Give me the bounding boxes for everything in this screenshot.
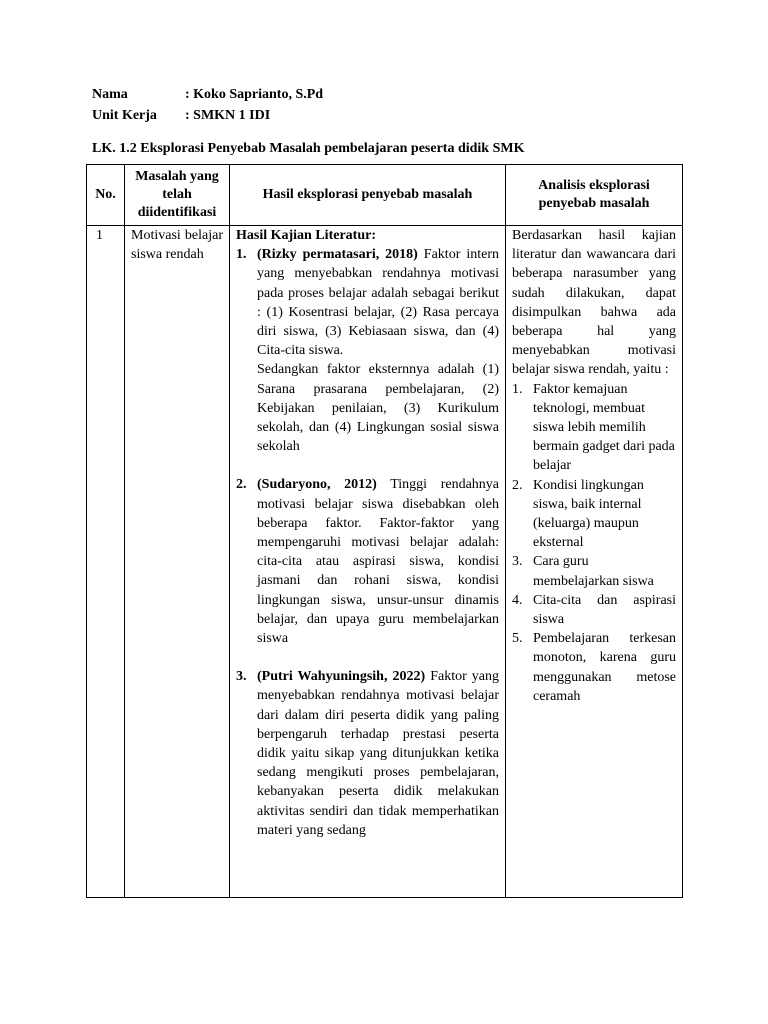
name-label: Nama <box>92 87 128 102</box>
list-item <box>512 591 676 629</box>
literature-heading: Hasil Kajian Literatur: <box>236 228 376 243</box>
list-item <box>512 476 676 553</box>
header-problem: Masalah yang telah diidentifikasi <box>135 169 219 220</box>
list-number: 5. <box>512 631 523 647</box>
citation-text: Faktor yang menyebabkan rendahnya motivasi belajar dari dalam diri peserta didik yang paling berpengaruh terhadap prestasi peserta didik yaitu sikap yang ditunjukkan ketika sedang mengikuti proses pembelajaran, kebanyakan peserta didik melakukan aktivitas sendiri dan tidak memperhatikan materi yang sedang <box>257 669 500 838</box>
exploration-table <box>86 164 683 898</box>
name-row <box>92 84 323 105</box>
header-exploration-results: Hasil eksplorasi penyebab masalah <box>262 187 473 202</box>
list-number: 2. <box>236 477 247 493</box>
row-number: 1 <box>96 228 103 243</box>
column-divider <box>124 165 125 897</box>
citation-text: Tinggi rendahnya motivasi belajar siswa disebabkan oleh beberapa faktor. Faktor-faktor yang mempengaruhi motivasi belajar adalah: cita-cita atau aspirasi siswa, kondisi jasmani dan rohani siswa, kondisi lingkungan siswa, unsur-unsur dinamis belajar, dan upaya guru membelajarkan siswa <box>257 477 499 647</box>
name-value: : Koko Saprianto, S.Pd <box>185 87 324 102</box>
unit-label: Unit Kerja <box>92 108 157 123</box>
list-item-text: Cara guru membelajarkan siswa <box>533 554 654 589</box>
problem-cell: Motivasi belajar siswa rendah <box>131 228 223 263</box>
literature-item-body <box>257 475 499 648</box>
analysis-intro: Berdasarkan hasil kajian literatur dan wawancara dari beberapa narasumber yang sudah dilakukan, dapat disimpulkan bahwa ada beberapa hal yang menyebabkan motivasi belajar siswa rendah, yaitu : <box>512 228 676 378</box>
citation: (Rizky permatasari, 2018) <box>257 247 418 263</box>
citation-extra-text: Sedangkan faktor eksternnya adalah (1) Sarana prasarana pembelajaran, (2) Kebijakan penilaian, (3) Kurikulum sekolah, dan (4) Lingkungan sosial siswa sekolah <box>257 362 499 455</box>
list-number: 2. <box>512 477 523 493</box>
list-item-text: Faktor kemajuan teknologi, membuat siswa lebih memilih bermain gadget dari pada belajar <box>533 381 675 474</box>
literature-item-body <box>257 667 499 840</box>
list-number: 3. <box>236 669 247 685</box>
citation-text: Faktor intern yang menyebabkan rendahnya motivasi pada proses belajar adalah sebagai berikut : (1) Kosentrasi belajar, (2) Rasa percaya diri siswa, (3) Kebiasaan siswa, dan (4) Cita-cita siswa. <box>257 247 499 359</box>
literature-item-body <box>257 245 499 456</box>
list-number: 1. <box>236 247 247 263</box>
column-divider <box>229 165 230 897</box>
column-divider <box>505 165 506 897</box>
unit-value: : SMKN 1 IDI <box>185 108 271 123</box>
exploration-cell <box>236 226 499 840</box>
unit-row <box>92 105 323 126</box>
analysis-cell <box>512 226 676 706</box>
citation: (Putri Wahyuningsih, 2022) <box>257 669 426 685</box>
list-item-text: Pembelajaran terkesan monoton, karena guru menggunakan metose ceramah <box>533 631 676 704</box>
literature-item <box>236 475 499 648</box>
literature-item <box>236 245 499 456</box>
header-analysis: Analisis eksplorasi penyebab masalah <box>538 178 650 211</box>
worksheet-title: LK. 1.2 Eksplorasi Penyebab Masalah pembelajaran peserta didik SMK <box>92 141 525 156</box>
analysis-list <box>512 380 676 706</box>
header-no: No. <box>95 187 116 202</box>
list-item <box>512 552 676 590</box>
list-item-text: Cita-cita dan aspirasi siswa <box>533 592 676 628</box>
list-item <box>512 629 676 706</box>
list-item-text: Kondisi lingkungan siswa, baik internal (keluarga) maupun eksternal <box>533 477 644 551</box>
citation: (Sudaryono, 2012) <box>257 477 377 493</box>
literature-item <box>236 667 499 840</box>
list-number: 3. <box>512 554 523 570</box>
identity-header <box>92 84 323 126</box>
list-number: 1. <box>512 381 523 397</box>
list-number: 4. <box>512 592 523 608</box>
list-item <box>512 380 676 476</box>
